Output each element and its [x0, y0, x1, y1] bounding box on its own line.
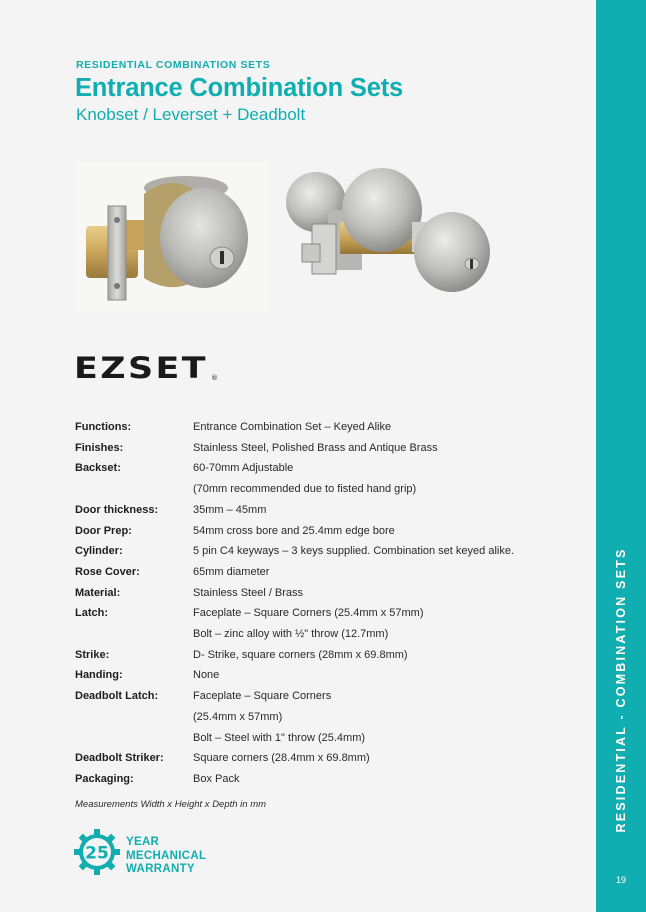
warranty-gear-icon	[74, 829, 120, 875]
spec-label: Material:	[75, 586, 121, 599]
warranty-years: 25	[85, 843, 109, 864]
spec-value: 54mm cross bore and 25.4mm edge bore	[193, 524, 395, 537]
spec-value: Faceplate – Square Corners (25.4mm x 57mm)	[193, 607, 424, 620]
spec-table	[75, 417, 575, 790]
side-tab-label: RESIDENTIAL - COMBINATION SETS	[614, 547, 628, 833]
spec-row	[75, 562, 575, 583]
svg-text:®: ®	[211, 374, 218, 382]
spec-value: 60-70mm Adjustable	[193, 462, 294, 475]
spec-row	[75, 748, 575, 769]
spec-values	[193, 417, 575, 438]
spec-label: Latch:	[75, 607, 108, 620]
spec-values	[193, 686, 575, 748]
spec-label: Handing:	[75, 669, 123, 682]
spec-values	[193, 769, 575, 790]
spec-values	[193, 541, 575, 562]
spec-value: None	[193, 669, 220, 682]
spec-row	[75, 603, 575, 644]
spec-row	[75, 458, 575, 499]
spec-label: Door Prep:	[75, 524, 132, 537]
ezset-logo	[74, 352, 218, 382]
spec-value: (70mm recommended due to fisted hand grip)	[193, 483, 417, 496]
spec-label: Packaging:	[75, 772, 134, 785]
warranty-line-2: MECHANICAL	[126, 849, 207, 862]
spec-values	[193, 458, 575, 499]
spec-row	[75, 583, 575, 604]
spec-values	[193, 583, 575, 604]
page-title: Entrance Combination Sets	[75, 74, 403, 102]
spec-row	[75, 645, 575, 666]
spec-value: D- Strike, square corners (28mm x 69.8mm)	[193, 648, 408, 661]
spec-value: Stainless Steel / Brass	[193, 586, 304, 599]
spec-value: (25.4mm x 57mm)	[193, 710, 283, 723]
spec-row	[75, 417, 575, 438]
spec-value: 5 pin C4 keyways – 3 keys supplied. Combination set keyed alike.	[193, 545, 515, 558]
spec-row	[75, 500, 575, 521]
spec-values	[193, 665, 575, 686]
spec-label: Finishes:	[75, 441, 124, 454]
deadbolt-photo	[74, 162, 270, 312]
spec-row	[75, 665, 575, 686]
spec-row	[75, 541, 575, 562]
spec-value: Stainless Steel, Polished Brass and Antique Brass	[193, 441, 438, 454]
spec-values	[193, 438, 575, 459]
measurements-note: Measurements Width x Height x Depth in mm	[75, 799, 267, 810]
spec-value: Bolt – Steel with 1" throw (25.4mm)	[193, 731, 366, 744]
spec-label: Rose Cover:	[75, 565, 140, 578]
spec-label: Strike:	[75, 648, 110, 661]
spec-values	[193, 603, 575, 644]
spec-value: Bolt – zinc alloy with ½" throw (12.7mm)	[193, 628, 389, 641]
spec-value: Square corners (28.4mm x 69.8mm)	[193, 752, 370, 765]
spec-values	[193, 562, 575, 583]
spec-values	[193, 500, 575, 521]
page-subtitle: Knobset / Leverset + Deadbolt	[76, 105, 306, 124]
spec-row	[75, 438, 575, 459]
spec-values	[193, 521, 575, 542]
warranty-text	[126, 836, 206, 877]
spec-value: 65mm diameter	[193, 565, 270, 578]
spec-value: 35mm – 45mm	[193, 503, 267, 516]
spec-label: Door thickness:	[75, 503, 159, 516]
spec-row	[75, 686, 575, 748]
spec-value: Box Pack	[193, 772, 240, 785]
spec-value: Entrance Combination Set – Keyed Alike	[193, 421, 392, 433]
section-eyebrow: RESIDENTIAL COMBINATION SETS	[76, 59, 271, 71]
spec-values	[193, 748, 575, 769]
spec-label: Functions:	[75, 421, 132, 433]
svg-text:EZSET: EZSET	[74, 352, 208, 382]
spec-label: Deadbolt Striker:	[75, 752, 164, 765]
page-number: 19	[615, 875, 626, 885]
knobset-photo	[282, 160, 512, 310]
spec-values	[193, 645, 575, 666]
spec-value: Faceplate – Square Corners	[193, 690, 332, 703]
spec-row	[75, 521, 575, 542]
spec-label: Cylinder:	[75, 545, 123, 558]
spec-label: Deadbolt Latch:	[75, 690, 159, 703]
warranty-line-1: YEAR	[126, 836, 160, 848]
spec-label: Backset:	[75, 462, 121, 475]
spec-row	[75, 769, 575, 790]
warranty-line-3: WARRANTY	[126, 863, 195, 875]
